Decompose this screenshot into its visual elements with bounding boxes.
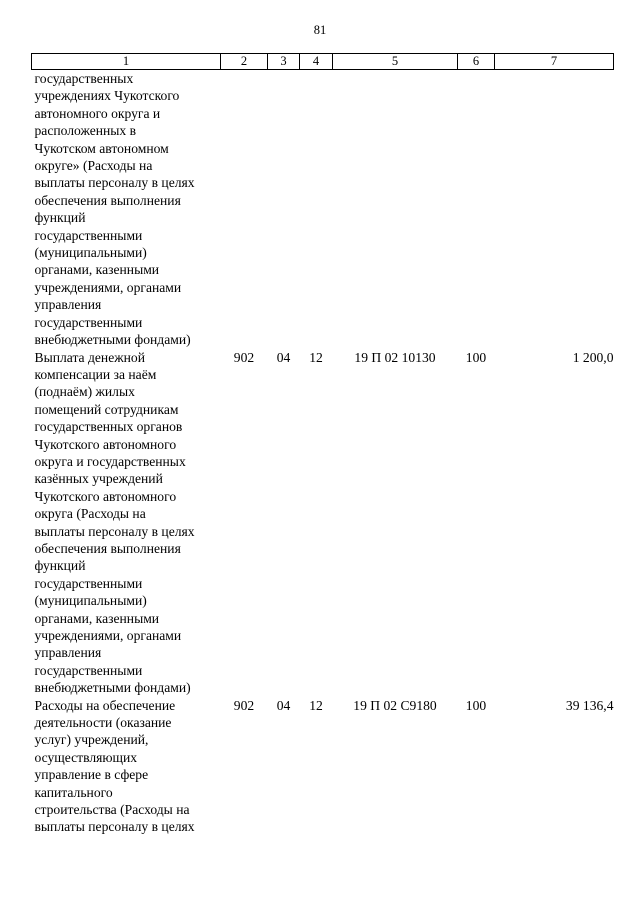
row-description: Расходы на обеспечение деятельности (оказание услуг) учреждений, осуществляющих управление в сфере капитального строительства (Расходы на выплаты персоналу в целях: [34, 697, 195, 835]
budget-table: [31, 53, 613, 836]
cell-subsection: [300, 70, 333, 349]
table-header-row: [32, 54, 614, 70]
cell-target-article: 19 П 02 С9180: [353, 697, 437, 713]
table-row: [32, 70, 614, 349]
column-header: 2: [221, 54, 268, 70]
row-description: государственных учреждениях Чукотского автономного округа и расположенных в Чукотском автономном округе» (Расходы на выплаты персоналу в целях обеспечения выполнения функций государственными (муниципальными) органами, казенными учреждениями, органами управления государственными внебюджетными фондами): [34, 71, 195, 348]
column-header: 3: [268, 54, 300, 70]
cell-ministry-code: 902: [233, 349, 255, 365]
cell-target-article: [333, 70, 458, 349]
cell-target-article: 19 П 02 10130: [354, 349, 436, 365]
column-header: 7: [495, 54, 614, 70]
cell-amount: [495, 70, 614, 349]
cell-expense-type: 100: [465, 697, 487, 713]
column-header: 5: [333, 54, 458, 70]
table-row: [32, 697, 614, 836]
cell-amount: 39 136,4: [565, 697, 614, 713]
cell-expense-type: 100: [465, 349, 487, 365]
cell-section: [268, 70, 300, 349]
cell-expense-type: [458, 70, 495, 349]
column-header: 1: [32, 54, 221, 70]
table-row: [32, 349, 614, 697]
cell-section: 04: [276, 697, 291, 713]
cell-ministry-code: 902: [233, 697, 255, 713]
column-header: 4: [300, 54, 333, 70]
column-header: 6: [458, 54, 495, 70]
cell-amount: 1 200,0: [572, 349, 614, 365]
page-number: 81: [313, 23, 327, 37]
cell-subsection: 12: [309, 349, 323, 365]
cell-section: 04: [276, 349, 291, 365]
row-description: Выплата денежной компенсации за наём (поднаём) жилых помещений сотрудникам государственных органов Чукотского автономного округа и государственных казённых учреждений Чукотского автономного округа (Расходы на выплаты персоналу в целях обеспечения выполнения функций государственными (муниципальными) органами, казенными учреждениями, органами управления государственными внебюджетными фондами): [34, 349, 195, 696]
cell-ministry-code: [221, 70, 268, 349]
cell-subsection: 12: [309, 697, 323, 713]
